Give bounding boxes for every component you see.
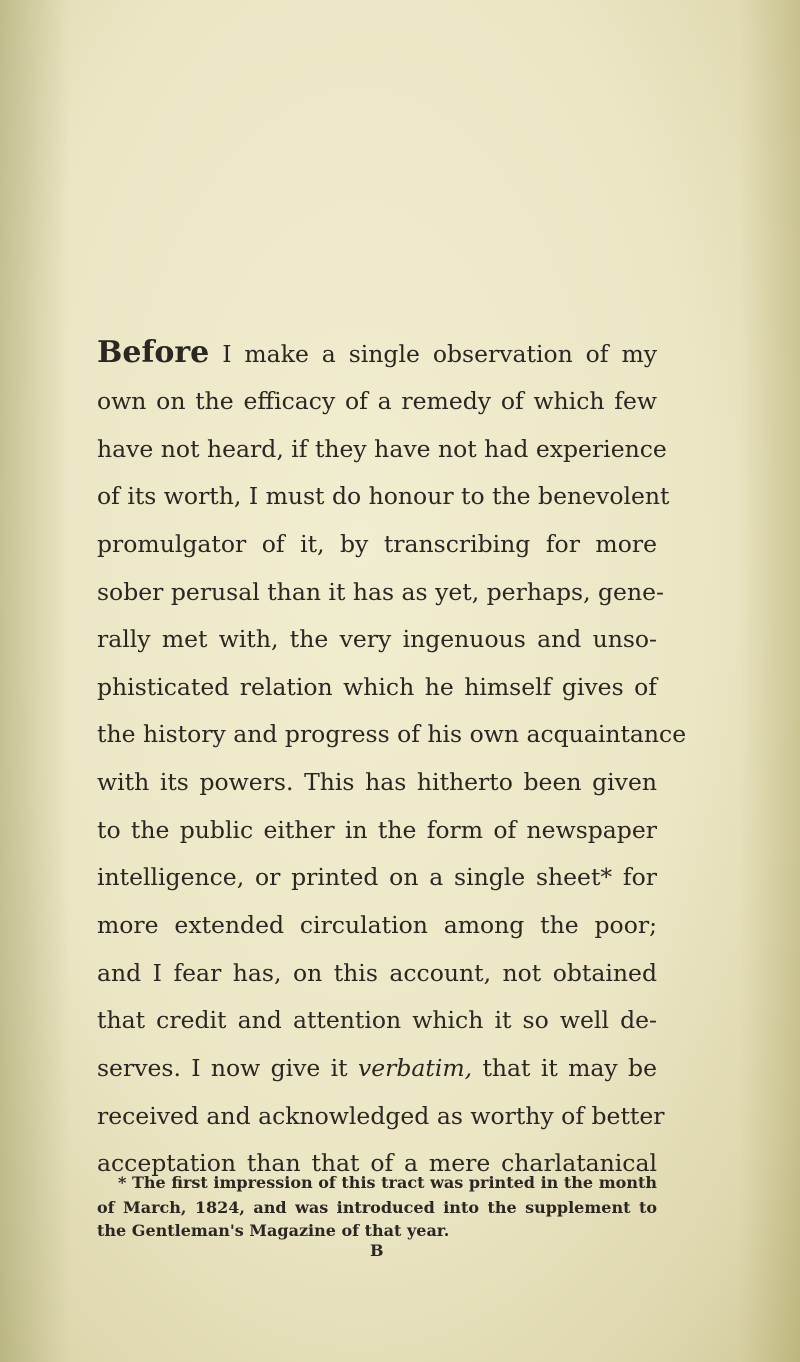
text-line-11: to the public either in the form of newspaper <box>97 816 657 844</box>
text-line-13: more extended circulation among the poor; <box>97 911 657 939</box>
text-line-10: with its powers. This has hitherto been given <box>97 768 657 796</box>
text-line-12: intelligence, or printed on a single sheet* for <box>97 863 657 891</box>
text-line-4: of its worth, I must do honour to the benevolent <box>97 482 670 510</box>
text-line-3: have not heard, if they have not had experience <box>97 435 667 463</box>
text-line-15: that credit and attention which it so well de- <box>97 1006 657 1034</box>
first-line-text: I make a single observation of my <box>209 340 657 368</box>
text-line-2: own on the efficacy of a remedy of which few <box>97 387 657 415</box>
line16-start: serves. I now give it <box>97 1054 358 1082</box>
italic-verbatim: verbatim, <box>357 1054 473 1082</box>
footnote-line-3: the Gentleman's Magazine of that year. <box>97 1221 450 1240</box>
text-line-8: phisticated relation which he himself gives of <box>97 673 657 701</box>
text-line-17: received and acknowledged as worthy of better <box>97 1102 665 1130</box>
footnote-line-2: of March, 1824, and was introduced into the supplement to <box>97 1198 657 1217</box>
drop-cap-word: Before <box>97 335 210 370</box>
text-line-9: the history and progress of his own acquaintance <box>97 720 687 748</box>
text-line-5: promulgator of it, by transcribing for more <box>97 530 657 558</box>
text-line-16 <box>97 1053 657 1083</box>
text-line-1 <box>97 335 657 370</box>
text-line-7: rally met with, the very ingenuous and unso- <box>97 625 657 653</box>
text-line-18: acceptation than that of a mere charlatanical <box>97 1149 657 1177</box>
footnote-line-1: * The first impression of this tract was printed in the month <box>118 1173 657 1192</box>
text-line-14: and I fear has, on this account, not obtained <box>97 959 657 987</box>
line16-end: that it may be <box>472 1054 657 1082</box>
text-line-6: sober perusal than it has as yet, perhaps, gene- <box>97 578 664 606</box>
signature-mark: B <box>370 1241 384 1260</box>
